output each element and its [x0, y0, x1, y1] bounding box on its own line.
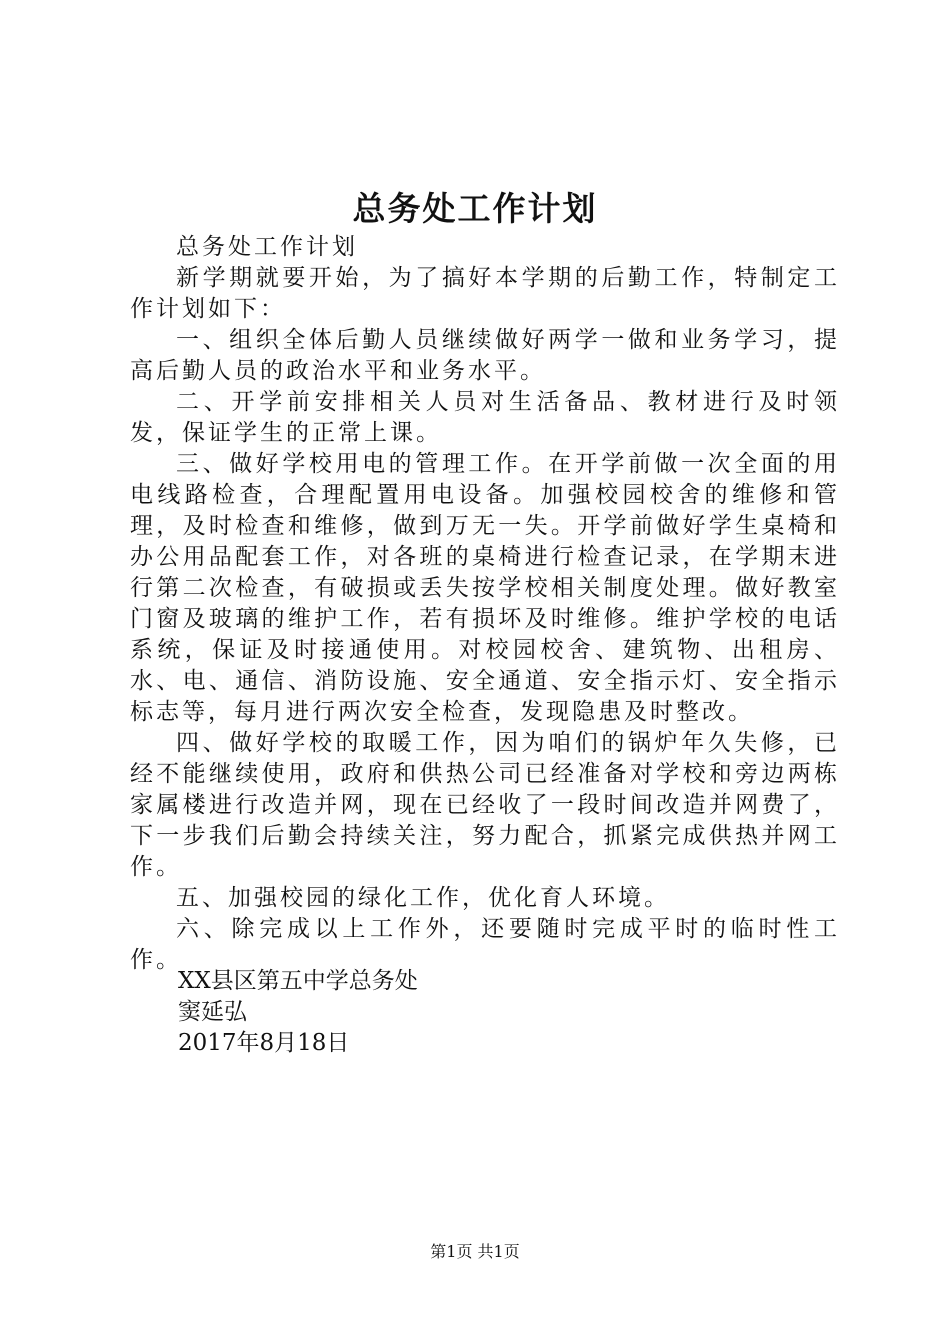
paragraph-intro: 新学期就要开始，为了搞好本学期的后勤工作，特制定工作计划如下： [130, 265, 840, 322]
document-title: 总务处工作计划 [352, 189, 598, 228]
paragraph-item-3: 三、做好学校用电的管理工作。在开学前做一次全面的用电线路检查，合理配置用电设备。加强校园校舍的维修和管理，及时检查和维修，做到万无一失。开学前做好学生桌椅和办公用品配套工作，对各班的桌椅进行检查记录，在学期末进行第二次检查，有破损或丢失按学校相关制度处理。做好教室门窗及玻璃的维护工作，若有损坏及时维修。维护学校的电话系统，保证及时接通使用。对校园校舍、建筑物、出租房、水、电、通信、消防设施、安全通道、安全指示灯、安全指示标志等，每月进行两次安全检查，发现隐患及时整改。 [130, 451, 840, 725]
paragraph-item-5: 五、加强校园的绿化工作，优化育人环境。 [176, 885, 670, 911]
paragraph-subtitle: 总务处工作计划 [176, 234, 358, 260]
signature-date: 2017年8月18日 [178, 1030, 350, 1056]
paragraph-item-1: 一、组织全体后勤人员继续做好两学一做和业务学习，提高后勤人员的政治水平和业务水平。 [130, 327, 840, 384]
signature-person: 窦延弘 [178, 999, 247, 1025]
document-body [130, 232, 840, 976]
paragraph-item-2: 二、开学前安排相关人员对生活备品、教材进行及时领发，保证学生的正常上课。 [130, 389, 840, 446]
signature-organization: XX县区第五中学总务处 [178, 968, 418, 994]
paragraph-item-6: 六、除完成以上工作外，还要随时完成平时的临时性工作。 [130, 916, 840, 973]
paragraph-item-4: 四、做好学校的取暖工作，因为咱们的锅炉年久失修，已经不能继续使用，政府和供热公司已经准备对学校和旁边两栋家属楼进行改造并网，现在已经收了一段时间改造并网费了，下一步我们后勤会持续关注，努力配合，抓紧完成供热并网工作。 [130, 730, 840, 880]
page-footer: 第1页 共1页 [430, 1242, 520, 1261]
signature-block [178, 966, 418, 1059]
